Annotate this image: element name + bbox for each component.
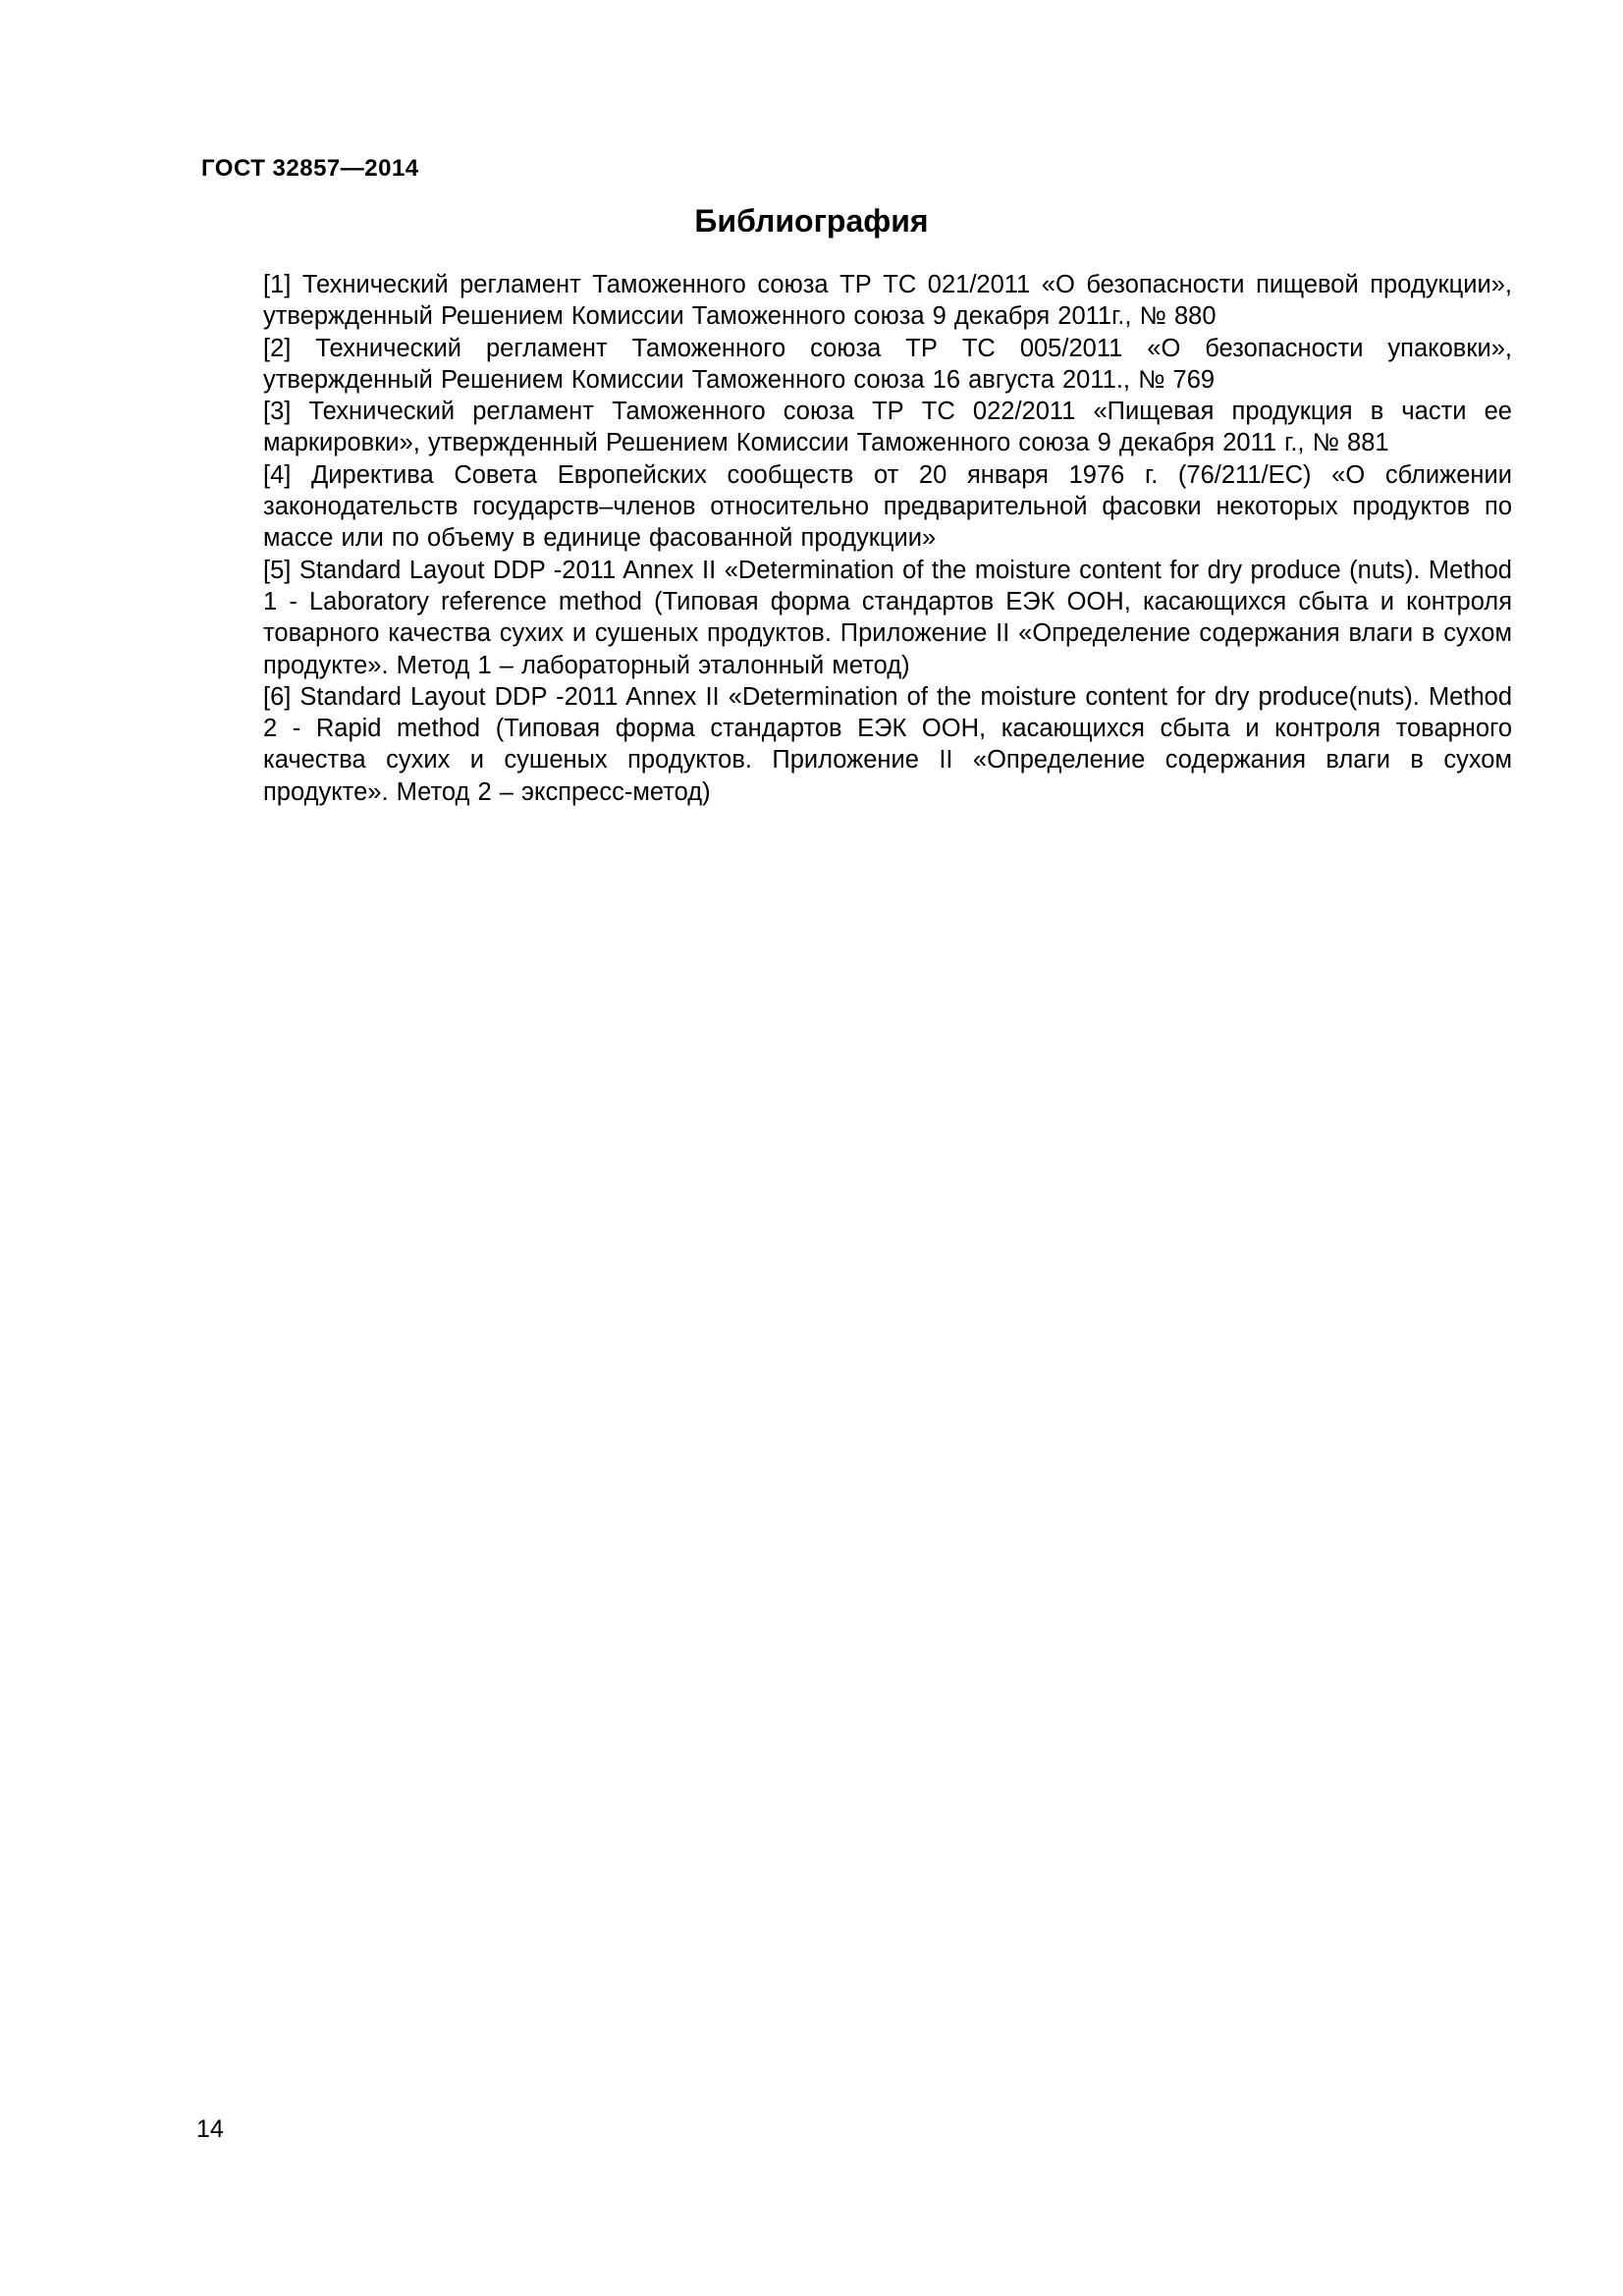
- bibliography-entry: [2] Технический регламент Таможенного союза ТР ТС 005/2011 «О безопасности упаковки», утвержденный Решением Комиссии Таможенного союза 16 августа 2011., № 769: [263, 334, 1512, 394]
- standard-id-header: ГОСТ 32857—2014: [201, 155, 419, 182]
- bibliography-entry: [4] Директива Совета Европейских сообществ от 20 января 1976 г. (76/211/ЕС) «О сближении законодательств государств–членов относительно предварительной фасовки некоторых продуктов по массе или по объему в единице фасованной продукции»: [263, 460, 1512, 553]
- bibliography-entry: [6] Standard Layout DDP -2011 Annex II «Determination of the moisture content for dry produce(nuts). Method 2 - Rapid method (Типовая форма стандартов ЕЭК ООН, касающихся сбыта и контроля товарного качества сухих и сушеных продуктов. Приложение II «Определение содержания влаги в сухом продукте». Метод 2 – экспресс-метод): [263, 682, 1512, 806]
- bibliography-entry: [5] Standard Layout DDP -2011 Annex II «Determination of the moisture content for dry produce (nuts). Method 1 - Laboratory reference method (Типовая форма стандартов ЕЭК ООН, касающихся сбыта и контроля товарного качества сухих и сушеных продуктов. Приложение II «Определение содержания влаги в сухом продукте». Метод 1 – лабораторный эталонный метод): [263, 556, 1512, 679]
- bibliography-entry: [3] Технический регламент Таможенного союза ТР ТС 022/2011 «Пищевая продукция в части ее маркировки», утвержденный Решением Комиссии Таможенного союза 9 декабря 2011 г., № 881: [263, 398, 1512, 457]
- section-title: Библиография: [694, 203, 929, 239]
- bibliography-list: [263, 269, 1512, 808]
- page-number: 14: [196, 2115, 224, 2143]
- bibliography-entry: [1] Технический регламент Таможенного союза ТР ТС 021/2011 «О безопасности пищевой продукции», утвержденный Решением Комиссии Таможенного союза 9 декабря 2011г., № 880: [263, 271, 1512, 331]
